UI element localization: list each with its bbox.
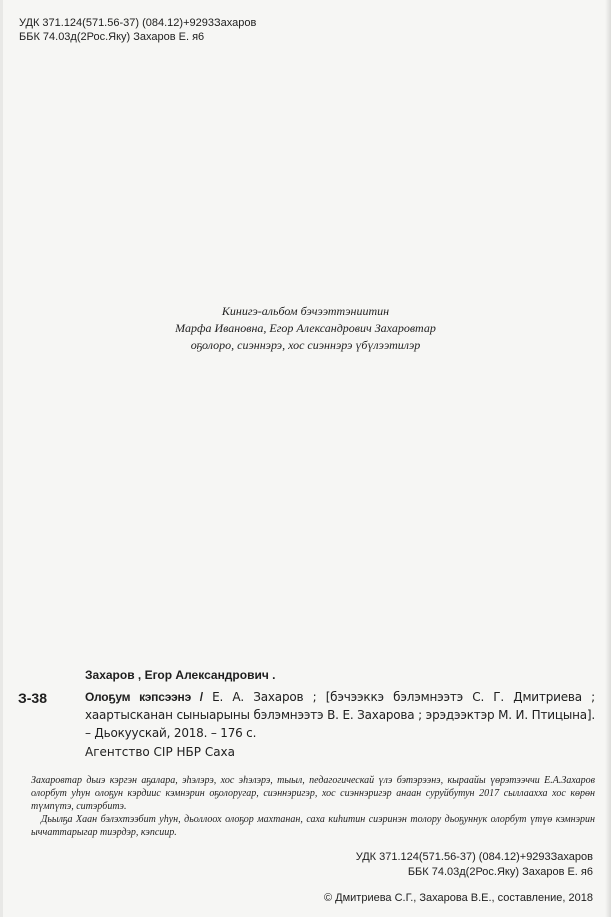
page-left-edge bbox=[0, 0, 3, 917]
header-udk: УДК 371.124(571.56-37) (084.12)+9293Захаров bbox=[19, 17, 257, 29]
annotation bbox=[31, 774, 595, 839]
header-bbk: ББК 74.03д(2Рос.Яку) Захаров Е. я6 bbox=[19, 31, 205, 43]
catalog-entry bbox=[85, 688, 595, 742]
annotation-paragraph-1: Захаровтар дьиэ кэргэн аҕалара, эһэлэрэ, хос эһэлэрэ, тыыл, педагогическай үлэ бэтэрээнэ, кыраайы үөрэтээччи Е.А.Захаров олорбут уһун олоҕун кэрдиис кэмнэрин оҕолоругар, сиэннэригэр, хос сиэннэригэр анаан суруйбутун 2017 сыллаахха хос көрөн түмпүтэ, ситэрбитэ. bbox=[31, 775, 595, 812]
footer-udk: УДК 371.124(571.56-37) (084.12)+9293Захаров bbox=[355, 851, 593, 863]
catalog-code: З-38 bbox=[18, 690, 48, 706]
annotation-paragraph-2: Дьылҕа Хаан бэлэхтээбит уһун, дьоллоох олоҕор махтанан, саха киһитин сиэринэн толору дьоҕуннук олорбут үтүө кэмнэрин ыччаттарыгар тиэрдэр, кэпсиир. bbox=[31, 814, 595, 838]
catalog-author: Захаров , Егор Александрович . bbox=[85, 668, 276, 682]
dedication-line-2: Марфа Ивановна, Егор Александрович Захаровтар bbox=[175, 321, 436, 335]
catalog-description: Е. А. Захаров ; [бэчээккэ бэлэмнээтэ С. Г. Дмитриева ; хаартысканан сыныарыны бэлэмнээтэ В. Е. Захарова ; эрэдээктэр М. И. Птицына]. – Дьокуускай, 2018. – 176 с. bbox=[85, 690, 595, 740]
dedication-line-3: оҕолоро, сиэннэрэ, хос сиэннэрэ үбүлээтилэр bbox=[190, 338, 421, 352]
cip-agency: Агентство CIP НБР Саха bbox=[85, 745, 236, 759]
footer-bbk: ББК 74.03д(2Рос.Яку) Захаров Е. я6 bbox=[407, 866, 593, 878]
page-right-edge bbox=[605, 0, 611, 917]
catalog-title: Олоҕум кэпсээнэ / bbox=[85, 690, 203, 704]
copyright: © Дмитриева С.Г., Захарова В.Е., составление, 2018 bbox=[323, 892, 593, 904]
dedication-line-1: Кинигэ-альбом бэчээттэниитин bbox=[221, 304, 390, 318]
